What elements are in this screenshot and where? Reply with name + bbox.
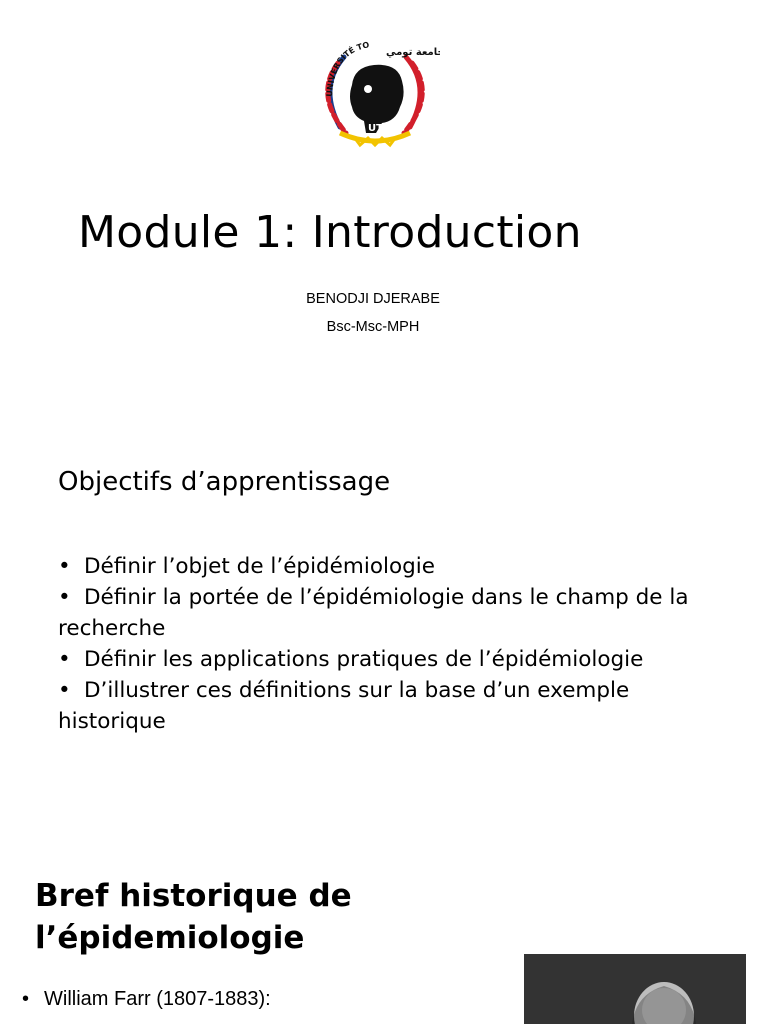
author-degree: Bsc-Msc-MPH [326, 319, 420, 335]
history-heading [35, 875, 455, 959]
william-farr-portrait [524, 954, 746, 1024]
list-item: • Définir l’objet de l’épidémiologie [58, 551, 698, 582]
bullet-icon: • [58, 647, 71, 672]
title-slide [0, 0, 768, 440]
bullet-icon: • [58, 554, 71, 579]
university-logo [310, 37, 440, 149]
list-item: • Définir les applications pratiques de l’épidémiologie [58, 644, 698, 675]
objectives-heading: Objectifs d’apprentissage [58, 467, 391, 497]
list-item: • Définir la portée de l’épidémiologie dans le champ de la recherche [58, 582, 698, 644]
portrait-image-icon [524, 954, 746, 1024]
university-seal-icon [310, 37, 440, 149]
objectives-list [58, 551, 698, 737]
svg-text:جامعة تومي: جامعة تومي [386, 47, 440, 58]
svg-text:UT: UT [368, 123, 383, 134]
history-heading-line1: Bref historique de [35, 878, 352, 914]
slide-title: Module 1: Introduction [78, 207, 582, 258]
bullet-icon: • [22, 988, 30, 1010]
list-item: • William Farr (1807-1883): [22, 988, 271, 1010]
bullet-icon: • [58, 678, 71, 703]
author-name: BENODJI DJERABE [306, 291, 440, 307]
history-heading-line2: l’épidemiologie [35, 920, 305, 956]
list-item: • D’illustrer ces définitions sur la base d’un exemple historique [58, 675, 698, 737]
svg-text:UNIVERSITÉ TOUMAÏ: UNIVERSITÉ TO [324, 40, 371, 98]
bullet-icon: • [58, 585, 71, 610]
